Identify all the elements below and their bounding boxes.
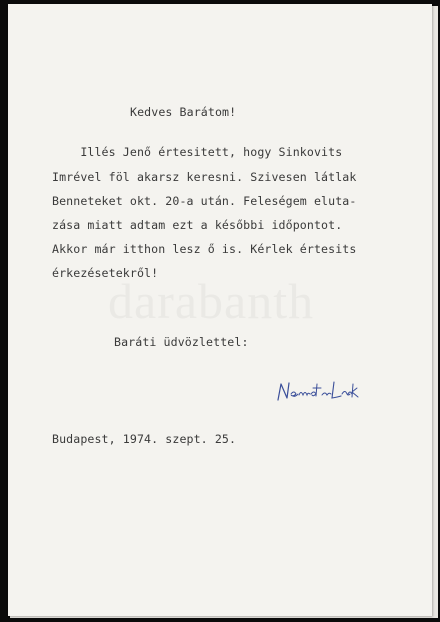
body-line: Illés Jenő értesitett, hogy Sinkovits — [52, 145, 343, 159]
place-and-date: Budapest, 1974. szept. 25. — [52, 432, 237, 446]
letter-greeting: Kedves Barátom! — [130, 105, 237, 119]
body-line: érkezésetekről! — [52, 266, 159, 280]
body-line: Imrével föl akarsz keresni. Szivesen látlak — [52, 170, 357, 184]
body-line: Benneteket okt. 20-a után. Feleségem eluta- — [52, 194, 357, 208]
handwritten-signature — [274, 376, 364, 408]
body-line: Akkor már itthon lesz ő is. Kérlek értesits — [52, 242, 357, 256]
watermark: darabanth — [108, 273, 315, 329]
body-line: zása miatt adtam ezt a későbbi időpontot. — [52, 218, 343, 232]
letter-closing: Baráti üdvözlettel: — [114, 335, 249, 349]
letter-sheet — [8, 4, 432, 616]
